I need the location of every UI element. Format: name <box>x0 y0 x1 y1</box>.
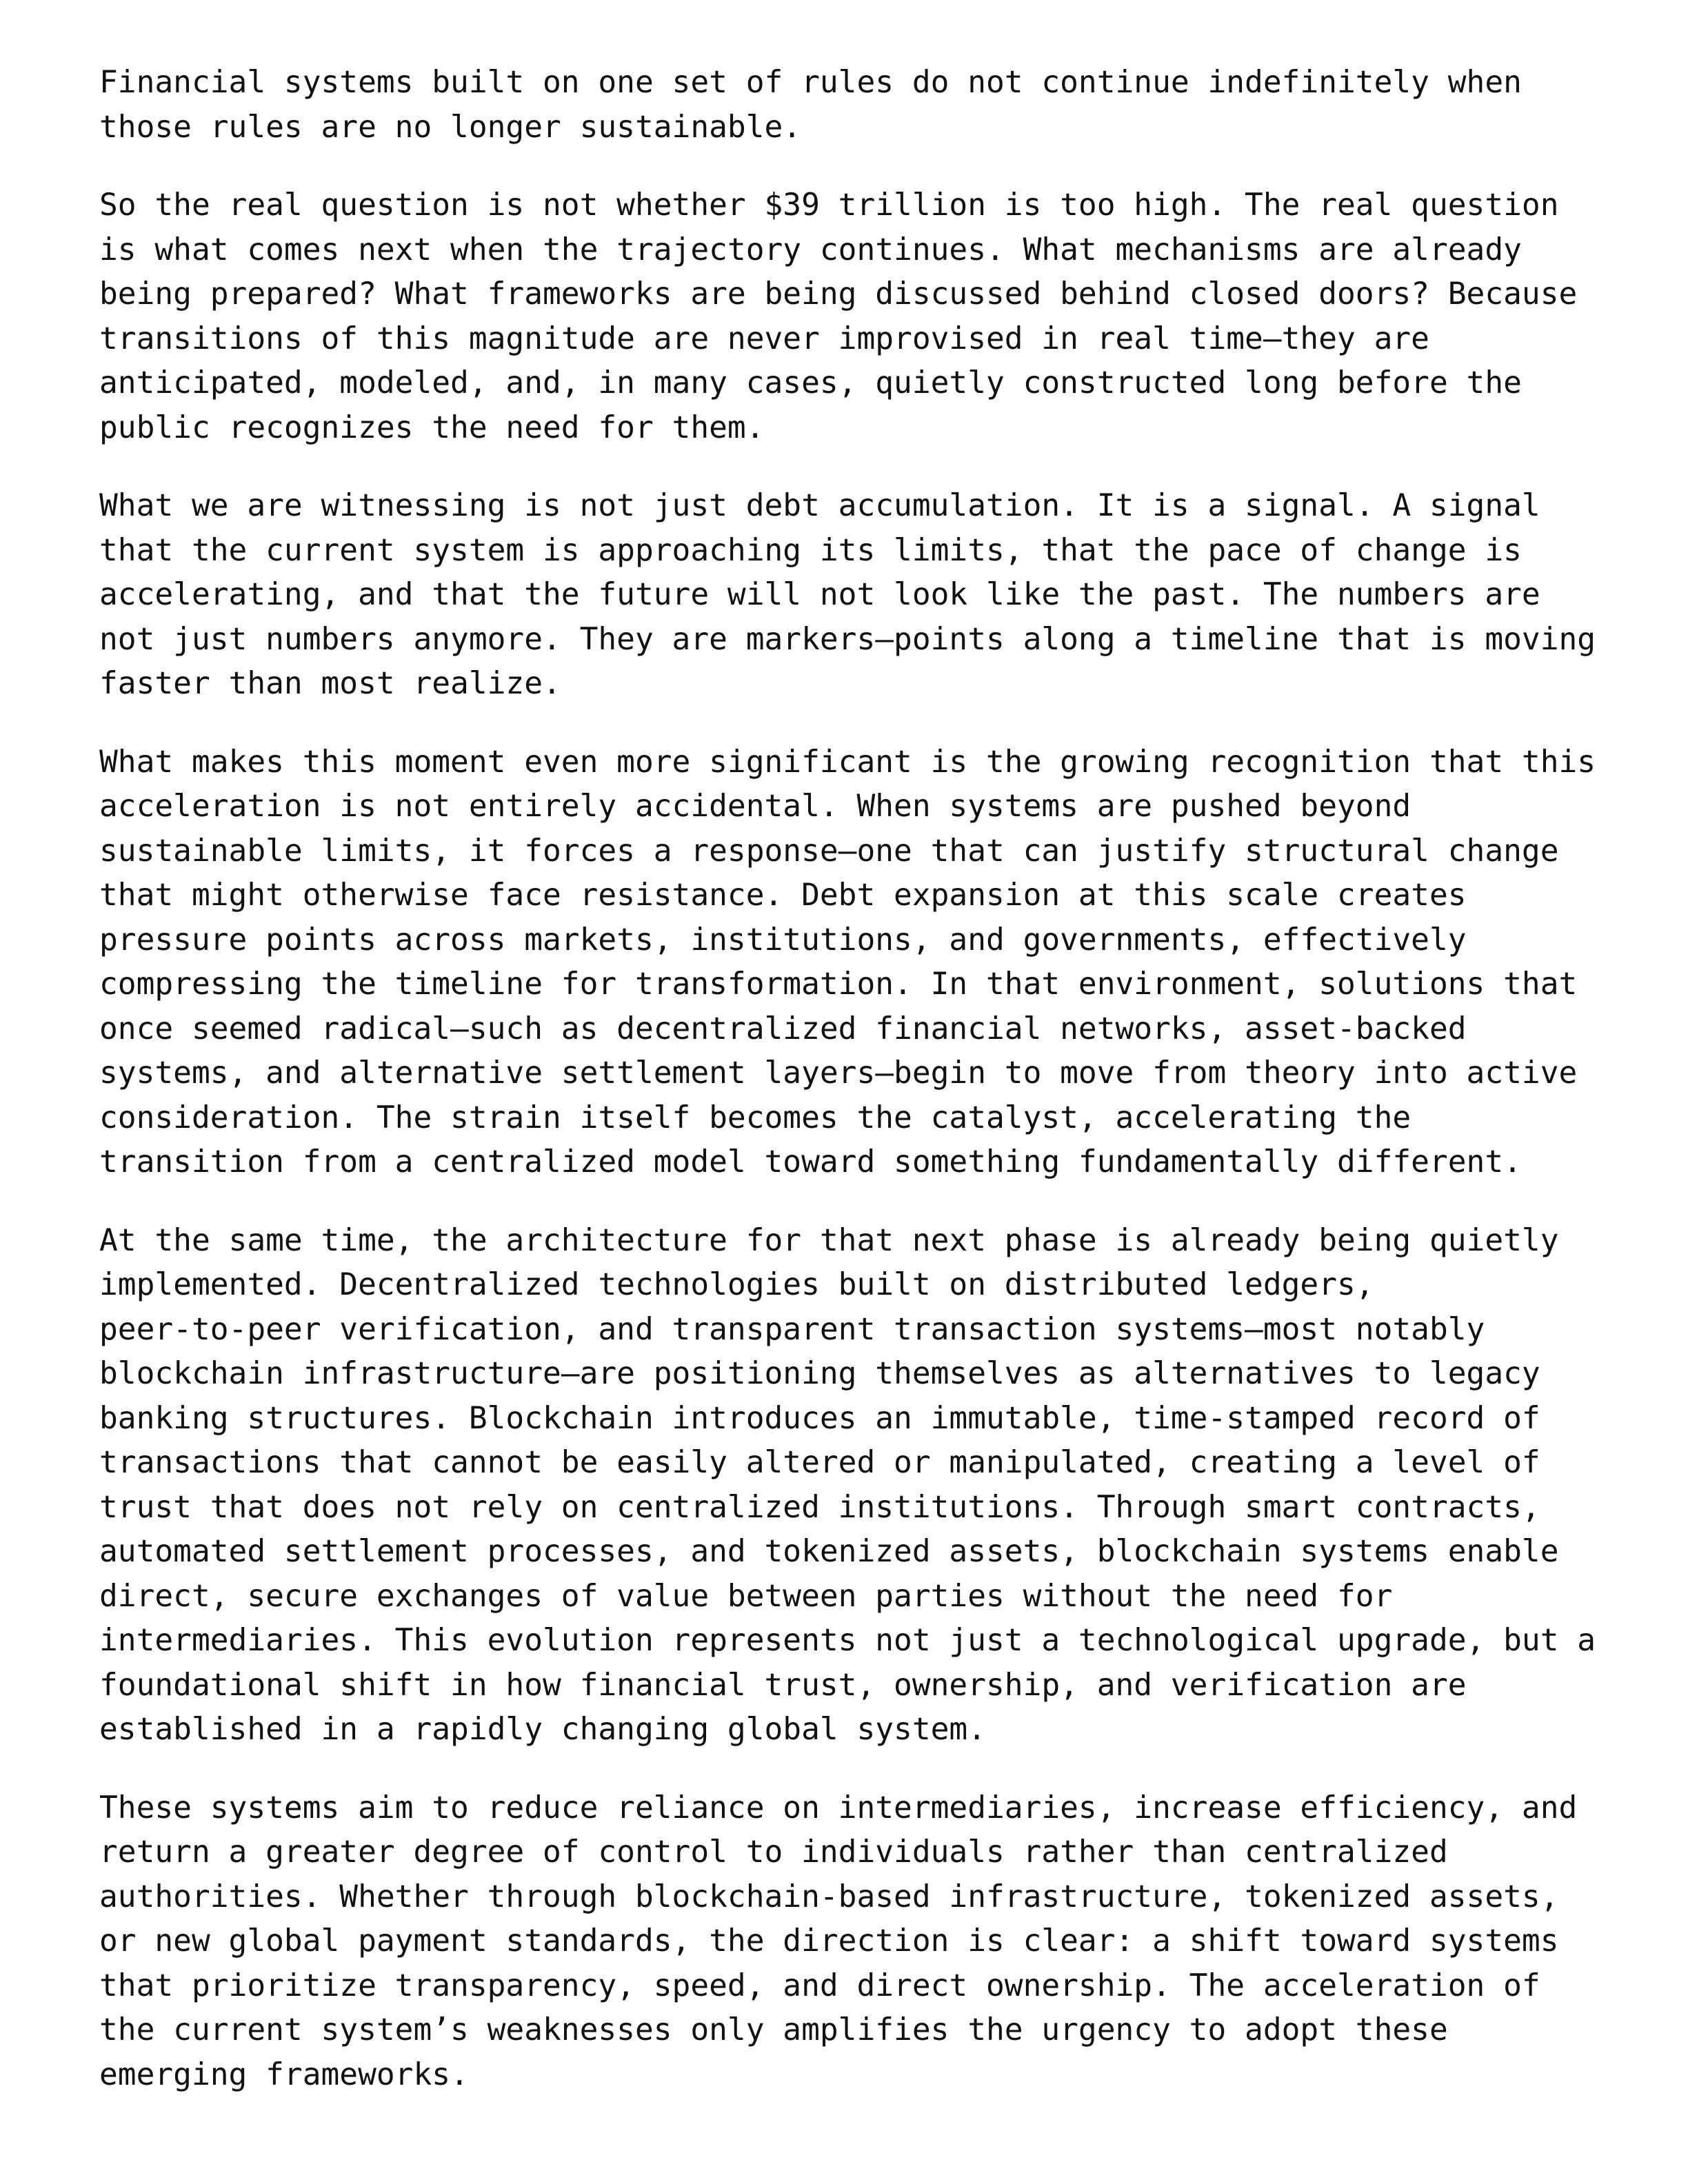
text-line: that might otherwise face resistance. Debt expansion at this scale creates <box>99 878 1467 913</box>
text-line: At the same time, the architecture for that next phase is already being quietly <box>99 1222 1559 1258</box>
text-line: foundational shift in how financial trust, ownership, and verification are <box>99 1667 1467 1703</box>
text-line: direct, secure exchanges of value between parties without the need for <box>99 1578 1393 1614</box>
text-line: that prioritize transparency, speed, and direct ownership. The acceleration of <box>99 1968 1540 2003</box>
text-line: being prepared? What frameworks are being discussed behind closed doors? Because <box>99 276 1578 312</box>
text-line: automated settlement processes, and tokenized assets, blockchain systems enable <box>99 1534 1559 1569</box>
text-line: once seemed radical—such as decentralized financial networks, asset-backed <box>99 1011 1467 1046</box>
paragraph-4 <box>99 740 1602 1185</box>
text-line: Financial systems built on one set of rules do not continue indefinitely when <box>99 65 1522 100</box>
text-line: So the real question is not whether $39 trillion is too high. The real question <box>99 188 1559 223</box>
document-page <box>99 61 1602 2131</box>
text-line: intermediaries. This evolution represents not just a technological upgrade, but a <box>99 1623 1596 1658</box>
text-line: established in a rapidly changing global system. <box>99 1712 986 1747</box>
text-line: or new global payment standards, the direction is clear: a shift toward systems <box>99 1923 1559 1959</box>
text-line: the current system’s weaknesses only amplifies the urgency to adopt these <box>99 2012 1448 2048</box>
text-line: implemented. Decentralized technologies built on distributed ledgers, <box>99 1267 1374 1302</box>
text-line: is what comes next when the trajectory continues. What mechanisms are already <box>99 232 1522 267</box>
text-line: return a greater degree of control to individuals rather than centralized <box>99 1834 1448 1870</box>
text-line: What we are witnessing is not just debt accumulation. It is a signal. A signal <box>99 488 1540 523</box>
paragraph-5 <box>99 1219 1602 1752</box>
text-line: transition from a centralized model toward something fundamentally different. <box>99 1144 1522 1180</box>
text-line: acceleration is not entirely accidental. When systems are pushed beyond <box>99 789 1411 824</box>
text-line: peer-to-peer verification, and transparent transaction systems—most notably <box>99 1311 1485 1347</box>
text-line: systems, and alternative settlement layers—begin to move from theory into active <box>99 1055 1578 1091</box>
text-line: public recognizes the need for them. <box>99 410 765 445</box>
text-line: transactions that cannot be easily altered or manipulated, creating a level of <box>99 1445 1540 1480</box>
text-line: that the current system is approaching its limits, that the pace of change is <box>99 532 1522 568</box>
paragraph-2 <box>99 183 1602 450</box>
paragraph-6 <box>99 1786 1602 2098</box>
paragraph-3 <box>99 484 1602 707</box>
text-line: not just numbers anymore. They are markers—points along a timeline that is moving <box>99 621 1596 657</box>
text-line: accelerating, and that the future will not look like the past. The numbers are <box>99 577 1540 612</box>
text-line: consideration. The strain itself becomes the catalyst, accelerating the <box>99 1100 1411 1135</box>
text-line: What makes this moment even more significant is the growing recognition that this <box>99 744 1596 780</box>
text-line: authorities. Whether through blockchain-based infrastructure, tokenized assets, <box>99 1879 1559 1914</box>
text-line: those rules are no longer sustainable. <box>99 109 802 145</box>
text-line: compressing the timeline for transformation. In that environment, solutions that <box>99 967 1578 1002</box>
text-line: transitions of this magnitude are never improvised in real time—they are <box>99 321 1429 356</box>
paragraph-1 <box>99 61 1602 150</box>
text-line: These systems aim to reduce reliance on intermediaries, increase efficiency, and <box>99 1790 1578 1826</box>
text-line: sustainable limits, it forces a response—one that can justify structural change <box>99 833 1559 869</box>
text-line: faster than most realize. <box>99 666 561 701</box>
text-line: emerging frameworks. <box>99 2056 469 2092</box>
text-line: anticipated, modeled, and, in many cases, quietly constructed long before the <box>99 365 1522 401</box>
text-line: trust that does not rely on centralized institutions. Through smart contracts, <box>99 1489 1540 1525</box>
text-line: pressure points across markets, institutions, and governments, effectively <box>99 922 1467 958</box>
text-line: blockchain infrastructure—are positioning themselves as alternatives to legacy <box>99 1356 1540 1391</box>
text-line: banking structures. Blockchain introduces an immutable, time-stamped record of <box>99 1400 1540 1436</box>
